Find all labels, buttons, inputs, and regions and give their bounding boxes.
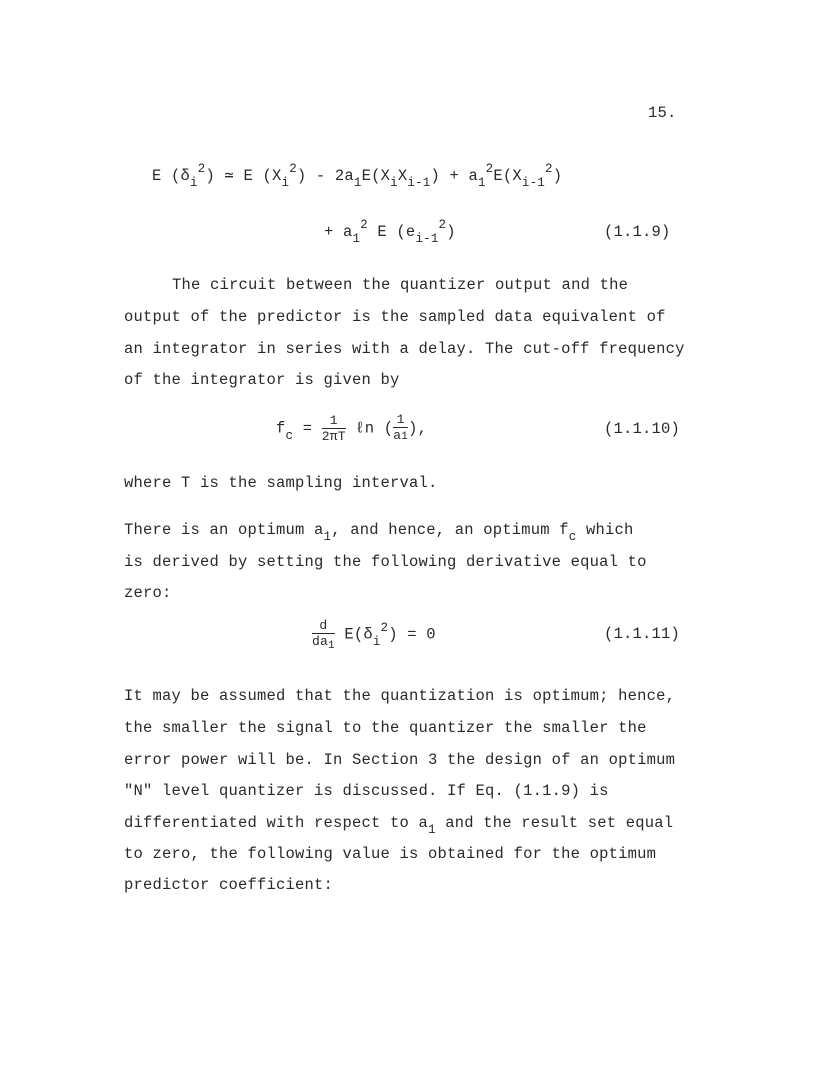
eq-text: E(δ (334, 625, 373, 644)
equation-1-1-11 (312, 618, 436, 651)
subscript: i-1 (407, 176, 431, 190)
paragraph-line (124, 521, 634, 544)
eq-text: E (e (367, 223, 416, 241)
subscript: 1 (428, 823, 436, 837)
paragraph-line: is derived by setting the following derivative equal to (124, 553, 647, 571)
fraction-numerator: d (312, 618, 335, 634)
delta-symbol: δ (180, 167, 191, 185)
subscript: i (372, 634, 381, 649)
subscript: 1 (352, 232, 361, 246)
paragraph-line: error power will be. In Section 3 the design of an optimum (124, 751, 676, 769)
eq-text: ), (408, 419, 428, 438)
eq-text: E ( (152, 167, 181, 185)
superscript: 2 (380, 620, 389, 635)
paragraph-line: an integrator in series with a delay. The cut-off frequency (124, 340, 685, 358)
eq-text: ) = 0 (388, 625, 436, 644)
equation-number-1-1-11: (1.1.11) (604, 625, 681, 643)
subscript: 1 (401, 431, 409, 443)
subscript: 1 (353, 176, 362, 190)
paragraph-line: the smaller the signal to the quantizer the smaller the (124, 719, 647, 737)
eq-text: ) + a (430, 167, 478, 185)
text: differentiated with respect to a (124, 814, 429, 832)
equation-number-1-1-9: (1.1.9) (604, 223, 671, 241)
superscript: 2 (438, 218, 447, 232)
subscript: 1 (328, 640, 335, 652)
eq-text: = (293, 419, 322, 438)
eq-text: f (276, 419, 286, 438)
paragraph-line: output of the predictor is the sampled data equivalent of (124, 308, 666, 326)
text: , and hence, an optimum f (331, 521, 569, 539)
eq-text: ) ≃ E (X (205, 167, 282, 185)
paragraph-line: to zero, the following value is obtained for the optimum (124, 845, 657, 863)
subscript: i (390, 176, 398, 190)
equation-1-1-9-line2 (324, 218, 456, 246)
fraction-denominator: 2πT (321, 429, 346, 444)
subscript: i (281, 176, 290, 190)
eq-text: ) - 2a (296, 167, 354, 185)
superscript: 2 (485, 162, 494, 176)
eq-text: ) (552, 167, 563, 185)
page-number: 15. (648, 104, 677, 122)
fraction (322, 413, 346, 444)
fraction-denominator (312, 634, 335, 651)
text: which (576, 521, 634, 539)
paragraph-line (124, 814, 674, 837)
paragraph-line: "N" level quantizer is discussed. If Eq. (1.1.9) is (124, 782, 609, 800)
eq-text: ℓn ( (345, 419, 394, 438)
equation-1-1-9-line1 (152, 162, 563, 190)
text: There is an optimum a (124, 521, 324, 539)
superscript: 2 (360, 218, 368, 232)
paragraph-line: The circuit between the quantizer output and the (172, 276, 629, 294)
subscript: i-1 (521, 176, 545, 190)
fraction (393, 412, 408, 445)
subscript: i-1 (415, 232, 439, 246)
superscript: 2 (197, 162, 206, 176)
superscript: 2 (545, 162, 553, 176)
subscript: c (568, 530, 577, 544)
paragraph-line: It may be assumed that the quantization is optimum; hence, (124, 687, 676, 705)
equation-number-1-1-10: (1.1.10) (604, 420, 681, 438)
subscript: 1 (477, 176, 486, 190)
fraction-numerator: 1 (393, 412, 408, 428)
subscript: c (285, 428, 294, 443)
eq-text: E(X (361, 167, 391, 185)
subscript: 1 (323, 530, 332, 544)
eq-text: E(X (493, 167, 522, 185)
paragraph-line: zero: (124, 584, 172, 602)
paragraph-line: of the integrator is given by (124, 371, 400, 389)
text: and the result set equal (435, 814, 674, 832)
paragraph-line: where T is the sampling interval. (124, 474, 438, 492)
subscript: i (190, 176, 198, 190)
fraction (312, 618, 335, 651)
fraction-numerator: 1 (322, 413, 346, 429)
fraction-denominator (393, 428, 408, 445)
eq-text: ) (446, 223, 456, 241)
den-text: a (393, 428, 402, 443)
superscript: 2 (289, 162, 297, 176)
paragraph-line: predictor coefficient: (124, 876, 334, 894)
equation-1-1-10 (276, 412, 427, 445)
eq-text: + a (324, 223, 353, 241)
eq-text: X (397, 167, 408, 185)
den-text: da (312, 634, 329, 649)
